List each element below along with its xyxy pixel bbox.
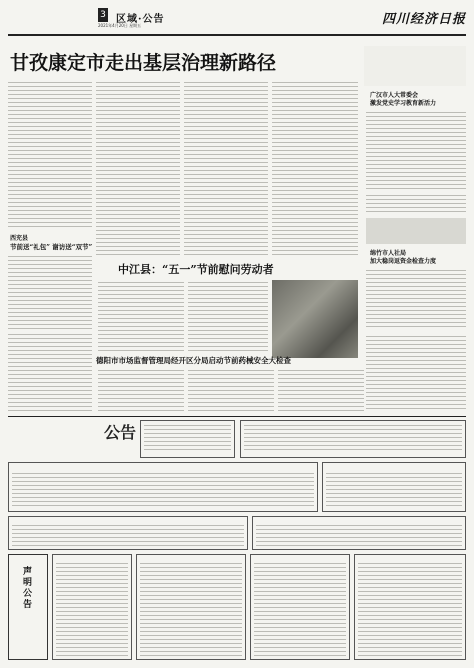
deyang-headline: 德阳市市场监督管理局经开区分局启动节前药械安全大检查 (96, 356, 291, 365)
masthead-rule (8, 34, 466, 36)
notice-box-5 (8, 516, 248, 550)
masthead (8, 8, 466, 34)
lead-headline: 甘孜康定市走出基层治理新路径 (10, 52, 277, 74)
notice-box-6 (252, 516, 466, 550)
notice-box-9 (250, 554, 350, 660)
deyang-text-col3 (278, 370, 364, 412)
dateline: 2021年4月20日 星期五 (98, 23, 142, 28)
mianzhu-text (366, 270, 466, 330)
xichong-text (8, 256, 92, 330)
section-title: 区域·公告 (116, 14, 165, 25)
deyang-text-col1 (98, 370, 184, 412)
notice-box-10 (354, 554, 466, 660)
page-number: 3 (98, 8, 108, 22)
deyang-text-col2 (188, 370, 274, 412)
lead-text-col2 (96, 82, 180, 257)
zhongjiang-headline: 中江县：“五一”节前慰问劳动者 (118, 263, 274, 276)
notice-box-2 (240, 420, 466, 458)
xichong-text-2 (8, 334, 92, 414)
notices-top-rule (8, 416, 466, 417)
lead-text-col3 (184, 82, 268, 257)
notice-box-7 (52, 554, 132, 660)
notice-box-4 (322, 462, 466, 512)
right-banner (364, 46, 466, 86)
notices-sidebar-label: 声明公告 (21, 566, 31, 610)
notice-box-3 (8, 462, 318, 512)
notice-box-1 (140, 420, 235, 458)
deyang-text-col4 (366, 336, 466, 412)
zhongjiang-photo (272, 280, 358, 358)
notice-box-8 (136, 554, 246, 660)
notice-badge: 公告 (104, 423, 137, 442)
mianzhu-headline: 绵竹市人社局 加大稳岗返资金检查力度 (370, 250, 437, 265)
lead-text-col1 (8, 82, 92, 227)
lead-text-col4 (272, 82, 358, 257)
newspaper-logo: 四川经济日报 (381, 12, 466, 27)
guangyuan-headline: 广汉市人大常委会 激发党史学习教育新活力 (370, 92, 437, 107)
guangyuan-text (366, 112, 466, 190)
right-photo-strip (366, 218, 466, 244)
guangyuan-text-2 (366, 195, 466, 215)
xichong-kicker: 西充县 (10, 235, 29, 242)
zhongjiang-text-col2 (188, 282, 268, 352)
xichong-headline: 节前送“礼包” 谢访送“双节” (10, 243, 93, 251)
zhongjiang-text-col1 (98, 282, 184, 352)
